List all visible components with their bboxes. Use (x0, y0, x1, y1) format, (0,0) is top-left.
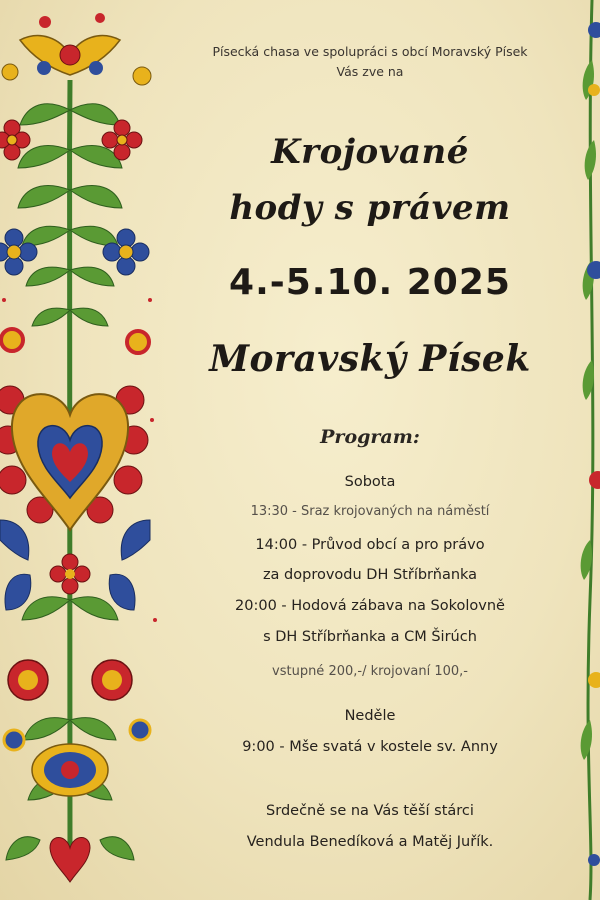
poster-content (170, 0, 570, 900)
saturday-prices: vstupné 200,-/ krojovaní 100,- (272, 664, 468, 679)
event-place: Moravský Písek (209, 338, 531, 380)
intro-line-1: Písecká chasa ve spolupráci s obcí Moravský Písek (212, 44, 528, 59)
folk-ornament-left (0, 0, 165, 900)
saturday-heading: Sobota (344, 474, 396, 490)
closing-line-1: Srdečně se na Vás těší stárci (266, 803, 474, 819)
saturday-item-1: 13:30 - Sraz krojovaných na náměstí (250, 504, 490, 519)
saturday-item-3: 20:00 - Hodová zábava na Sokolovně (235, 598, 505, 614)
saturday-item-3-detail: s DH Stříbrňanka a CM Širúch (263, 629, 477, 645)
saturday-item-2: 14:00 - Průvod obcí a pro právo (255, 537, 485, 553)
folk-ornament-right (578, 0, 600, 900)
title-line-2: hody s právem (229, 188, 511, 228)
title-line-1: Krojované (271, 132, 469, 172)
sunday-heading: Neděle (344, 708, 396, 724)
program-heading: Program: (320, 426, 420, 448)
saturday-item-2-detail: za doprovodu DH Stříbrňanka (262, 567, 478, 583)
intro-line-2: Vás zve na (336, 64, 404, 79)
sunday-item-1: 9:00 - Mše svatá v kostele sv. Anny (242, 739, 498, 755)
event-date: 4.-5.10. 2025 (229, 262, 511, 303)
closing-line-2: Vendula Benedíková a Matěj Juřík. (246, 834, 494, 850)
